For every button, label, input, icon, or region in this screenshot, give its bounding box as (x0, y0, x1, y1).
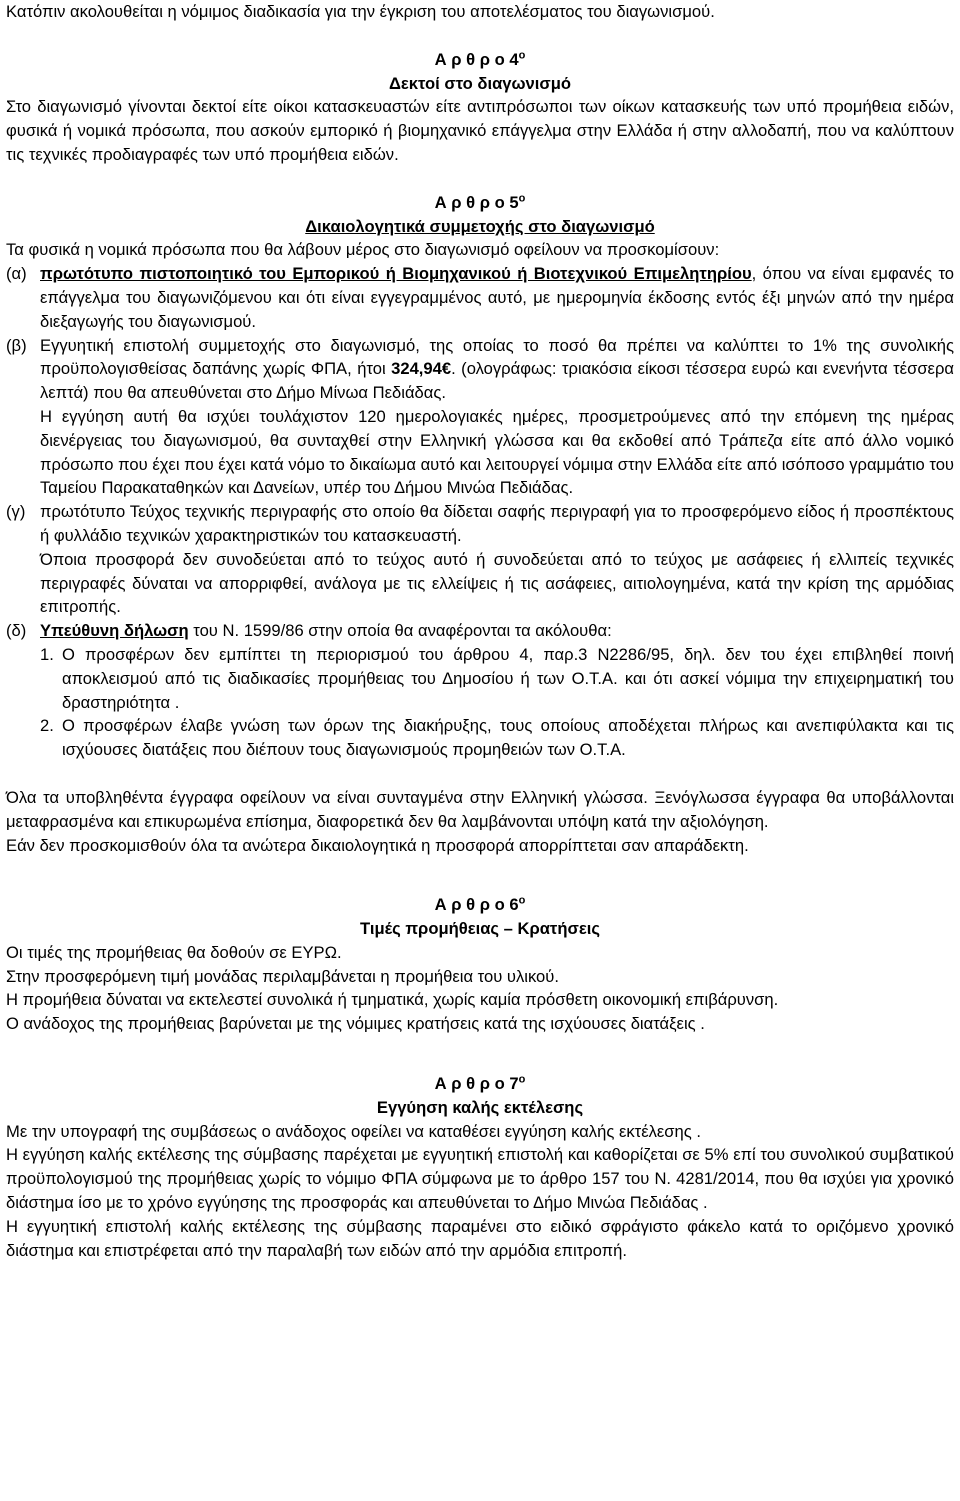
item-c-body: πρωτότυπο Τεύχος τεχνικής περιγραφής στο οποίο θα δίδεται σαφής περιγραφή για το προσφερόμενο είδος ή προσπέκτους ή φυλλάδιο τεχνικών χαρακτηριστικών του κατασκευαστή. (40, 502, 954, 545)
item-d (6, 619, 954, 762)
item-d-rest: του Ν. 1599/86 στην οποία θα αναφέρονται τα ακόλουθα: (188, 621, 612, 641)
item-b-text1: Εγγυητική επιστολή συμμετοχής στο διαγωνισμό, της οποίας το ποσό θα πρέπει να καλύπτει το 1% της συνολικής προϋπολογισθείσας δαπάνης χωρίς ΦΠΑ, ήτοι (40, 335, 954, 379)
article-7-line-1: Με την υπογραφή της συμβάσεως ο ανάδοχος οφείλει να καταθέσει εγγύηση καλής εκτέλεσης . (6, 1121, 701, 1141)
item-d-point-1-text: Ο προσφέρων δεν εμπίπτει τη περιορισμού του άρθρου 4, παρ.3 Ν2286/95, δηλ. δεν του έχει επιβληθεί ποινή αποκλεισμού από τις διαδικασίες προμήθειας του Δημοσίου ή των Ο.Τ.Α. και ότι ασκεί νόμιμα την επιχειρηματική του δραστηριότητα . (62, 644, 954, 712)
item-b-amount: 324,94€ (391, 359, 452, 379)
item-d-point-1 (40, 643, 954, 714)
article-6 (6, 893, 954, 1036)
item-c-para2: Όποια προσφορά δεν συνοδεύεται από το τεύχος αυτό ή συνοδεύεται από το τεύχος με ασάφειες ή ελλιπείς τεχνικές περιγραφές δύναται να απορριφθεί, ανάλογα με τις ελλείψεις ή τις ασάφειες, αιτιολογημένα, κατά την κρίση της αρμόδιας επιτροπής. (40, 549, 954, 617)
item-a-body (40, 262, 954, 333)
article-5 (6, 191, 954, 858)
intro-text: Κατόπιν ακολουθείται η νόμιμος διαδικασία για την έγκριση του αποτελέσματος του διαγωνισμού. (6, 2, 715, 21)
item-d-body (40, 619, 954, 643)
item-d-point-1-num: 1. (40, 644, 54, 664)
item-a-label: (α) (6, 264, 27, 284)
item-c (6, 500, 954, 619)
article-5-lead: Τα φυσικά η νομικά πρόσωπα που θα λάβουν μέρος στο διαγωνισμό οφείλουν να προσκομίσουν: (6, 240, 720, 260)
item-a (6, 262, 954, 333)
item-d-point-2 (40, 714, 954, 762)
article-4-body: Στο διαγωνισμό γίνονται δεκτοί είτε οίκοι κατασκευαστών είτε αντιπρόσωποι των οίκων κατασκευής των υπό προμήθεια ειδών, φυσικά ή νομικά πρόσωπα, που ασκούν εμπορικό ή βιομηχανικό επάγγελμα στην Ελλάδα ή στην αλλοδαπή, που να καλύπτουν τις τεχνικές προδιαγραφές των υπό προμήθεια ειδών. (6, 97, 954, 164)
item-d-label: (δ) (6, 621, 27, 641)
item-a-bold: πρωτότυπο πιστοποιητικό του Εμπορικού ή Βιομηχανικού ή Βιοτεχνικού Επιμελητηρίου (40, 264, 752, 284)
article-4-title: Α ρ θ ρ ο $4^o$ (434, 49, 526, 69)
article-4 (6, 48, 954, 167)
article-6-subtitle: Τιμές προμήθειας – Κρατήσεις (360, 919, 600, 939)
article-6-line-1: Οι τιμές της προμήθειας θα δοθούν σε ΕΥΡΩ. (6, 942, 342, 962)
article-5-subtitle: Δικαιολογητικά συμμετοχής στο διαγωνισμό (305, 216, 655, 236)
item-b-label: (β) (6, 335, 27, 355)
article-5-title: Α ρ θ ρ ο $5^o$ (434, 192, 526, 212)
article-7 (6, 1072, 954, 1262)
item-b-para2: Η εγγύηση αυτή θα ισχύει τουλάχιστον 120 ημερολογιακές ημέρες, προσμετρούμενες από την επόμενη της ημέρας διενέργειας του διαγωνισμού, θα συνταχθεί στην Ελληνική γλώσσα και θα εκδοθεί από Τράπεζα είτε από άλλο νομικό πρόσωπο που έχει που έχει κατά νόμο το δικαίωμα αυτό και λειτουργεί νόμιμα στην Ελλάδα είτε από ισόποσο γραμμάτιο του Ταμείου Παρακαταθηκών και Δανείων, υπέρ του Δήμου Μινώα Πεδιάδας. (40, 406, 954, 498)
article-5-closing-2: Εάν δεν προσκομισθούν όλα τα ανώτερα δικαιολογητικά η προσφορά απορρίπτεται σαν απαράδεκτη. (6, 835, 749, 855)
article-6-line-3: Η προμήθεια δύναται να εκτελεστεί συνολικά ή τμηματικά, χωρίς καμία πρόσθετη οικονομική επιβάρυνση. (6, 990, 779, 1010)
article-6-title: Α ρ θ ρ ο $6^o$ (434, 894, 526, 915)
article-7-line-3: Η εγγυητική επιστολή καλής εκτέλεσης της σύμβασης παραμένει στο ειδικό σφράγιστο φάκελο κατά το οριζόμενο χρονικό διάστημα και επιστρέφεται από την παραλαβή των ειδών από την αρμόδια επιτροπή. (6, 1216, 954, 1260)
item-a-rest: , όπου να είναι εμφανές το επάγγελμα του διαγωνιζόμενου και ότι είναι εγγεγραμμένος αυτό, με ημερομηνία έκδοσης εντός έξι μηνών από την ημέρα διεξαγωγής του διαγωνισμού. (40, 264, 954, 331)
item-b (6, 334, 954, 501)
article-6-line-4: Ο ανάδοχος της προμήθειας βαρύνεται με της νόμιμες κρατήσεις κατά της ισχύουσες διατάξεις . (6, 1014, 705, 1034)
item-d-point-2-text: Ο προσφέρων έλαβε γνώση των όρων της διακήρυξης, τους οποίους αποδέχεται πλήρως και ανεπιφύλακτα και τις ισχύουσες διατάξεις που διέπουν τους διαγωνισμούς προμηθειών των Ο.Τ.Α. (62, 716, 954, 760)
article-7-line-2: Η εγγύηση καλής εκτέλεσης της σύμβασης παρέχεται με εγγυητική επιστολή και καθορίζεται σε 5% επί του συνολικού συμβατικού προϋπολογισμού της προμήθειας χωρίς το νόμιμο ΦΠΑ σύμφωνα με το άρθρο 157 του Ν. 4281/2014, που θα ισχύει για χρονικό διάστημα ίσο με το χρόνο εγγύησης της προσφοράς και απευθύνεται το Δήμο Μινώα Πεδιάδας . (6, 1145, 954, 1213)
item-b-text2: . (ολογράφως: τριακόσια είκοσι τέσσερα ευρώ και ενενήντα τέσσερα λεπτά) που θα απευθύνεται στο Δήμο Μίνωα Πεδιάδας. (40, 359, 954, 403)
article-7-title: Α ρ θ ρ ο $7^o$ (434, 1073, 526, 1094)
article-7-subtitle: Εγγύηση καλής εκτέλεσης (376, 1097, 584, 1117)
item-d-bold: Υπεύθυνη δήλωση (40, 621, 189, 641)
item-c-label: (γ) (6, 502, 26, 522)
item-d-point-2-num: 2. (40, 716, 54, 736)
article-6-line-2: Στην προσφερόμενη τιμή μονάδας περιλαμβάνεται η προμήθεια του υλικού. (6, 966, 559, 986)
article-5-closing-1: Όλα τα υποβληθέντα έγγραφα οφείλουν να είναι συνταγμένα στην Ελληνική γλώσσα. Ξενόγλωσσα έγγραφα θα υποβάλλονται μεταφρασμένα και επικυρωμένα επίσημα, διαφορετικά δεν θα λαμβάνονται υπόψη κατά την αξιολόγηση. (6, 787, 954, 831)
article-4-subtitle: Δεκτοί στο διαγωνισμό (389, 73, 571, 93)
item-b-body (40, 334, 954, 405)
